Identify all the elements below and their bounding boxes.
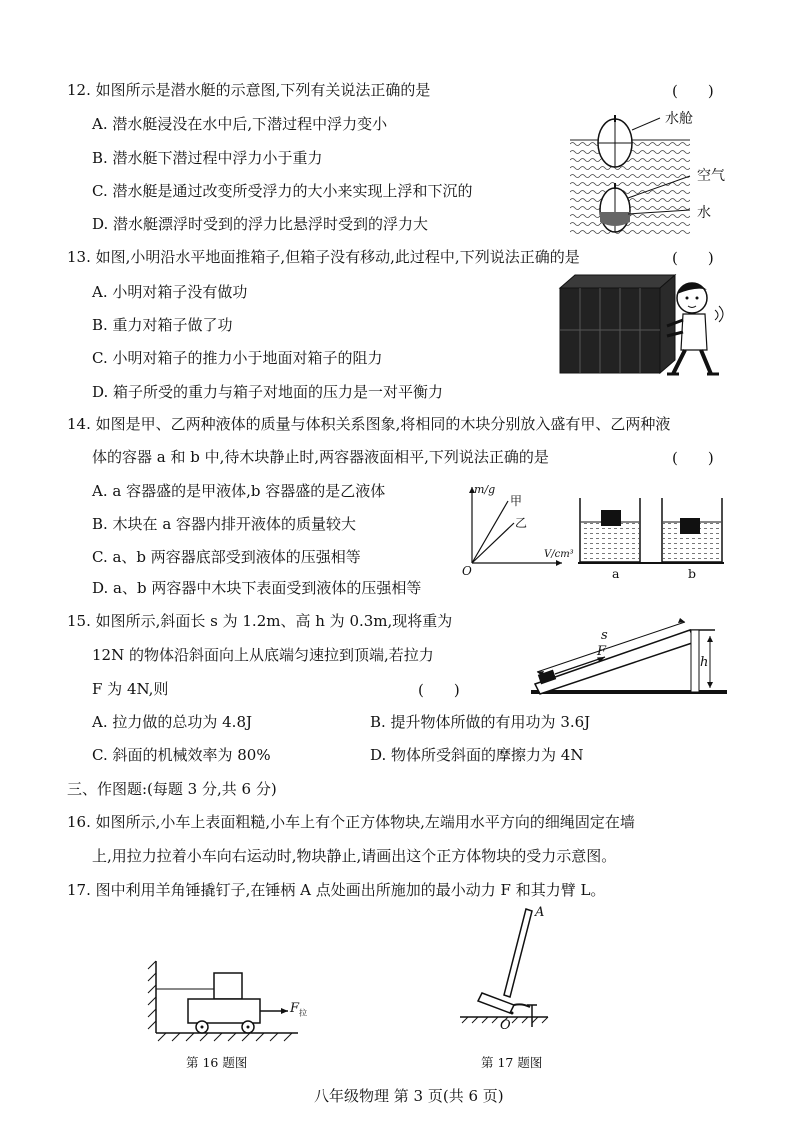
q14-container-a-label: a [612, 566, 620, 581]
q14-answer-paren: ( ) [672, 449, 714, 467]
q12-answer-paren: ( ) [672, 82, 714, 100]
q14-stem-line2: 体的容器 a 和 b 中,待木块静止时,两容器液面相平,下列说法正确的是 [92, 448, 549, 466]
q15-answer-paren: ( ) [418, 681, 460, 699]
q17-hammer-figure [452, 905, 562, 1035]
q15-option-b: B. 提升物体所做的有用功为 3.6J [370, 713, 591, 731]
q12-stem: 12. 如图所示是潜水艇的示意图,下列有关说法正确的是 [67, 81, 431, 99]
q12-option-b: B. 潜水艇下潜过程中浮力小于重力 [92, 149, 323, 167]
q13-option-a: A. 小明对箱子没有做功 [92, 283, 248, 301]
q14-graph-line-yi: 乙 [515, 516, 528, 530]
q13-push-box-figure [555, 270, 730, 380]
q14-containers-figure [578, 496, 724, 564]
q17-caption: 第 17 题图 [481, 1055, 543, 1070]
q15-stem-line2: 12N 的物体沿斜面向上从底端匀速拉到顶端,若拉力 [92, 646, 434, 664]
q14-graph-line-jia: 甲 [510, 494, 523, 508]
q15-label-h: h [700, 655, 709, 670]
q13-answer-paren: ( ) [672, 249, 714, 267]
q12-label-tank: 水舱 [665, 111, 693, 127]
q14-stem-line1: 14. 如图是甲、乙两种液体的质量与体积关系图象,将相同的木块分别放入盛有甲、乙两种液 [67, 415, 671, 433]
q15-option-d: D. 物体所受斜面的摩擦力为 4N [370, 746, 584, 764]
q15-incline-figure [525, 606, 730, 696]
q13-option-b: B. 重力对箱子做了功 [92, 316, 233, 334]
q16-force-symbol: F [290, 1001, 300, 1016]
q14-graph-origin: O [462, 564, 472, 578]
q15-label-s: s [601, 628, 608, 643]
q17-point-o: O [500, 1018, 511, 1033]
q14-option-b: B. 木块在 a 容器内排开液体的质量较大 [92, 515, 357, 533]
q14-container-b-label: b [688, 566, 697, 581]
q12-label-water: 水 [697, 205, 711, 221]
q15-stem-line3: F 为 4N,则 [92, 680, 169, 698]
q14-option-d: D. a、b 两容器中木块下表面受到液体的压强相等 [92, 579, 422, 597]
q12-label-air: 空气 [697, 168, 725, 184]
q14-option-a: A. a 容器盛的是甲液体,b 容器盛的是乙液体 [92, 482, 386, 500]
q12-option-a: A. 潜水艇浸没在水中后,下潜过程中浮力变小 [92, 115, 388, 133]
page-footer: 八年级物理 第 3 页(共 6 页) [314, 1087, 504, 1105]
q13-option-c: C. 小明对箱子的推力小于地面对箱子的阻力 [92, 349, 383, 367]
q16-force-label [290, 1001, 307, 1019]
q16-line1: 16. 如图所示,小车上表面粗糙,小车上有个正方体物块,左端用水平方向的细绳固定在墙 [67, 813, 635, 831]
q17-point-a: A [535, 905, 545, 920]
q16-cart-figure [148, 955, 328, 1035]
q15-stem-line1: 15. 如图所示,斜面长 s 为 1.2m、高 h 为 0.3m,现将重为 [67, 612, 453, 630]
q15-option-a: A. 拉力做的总功为 4.8J [92, 713, 253, 731]
q16-caption: 第 16 题图 [186, 1055, 248, 1070]
q14-graph-ylabel: m/g [474, 483, 496, 496]
q15-label-f: F [597, 644, 607, 659]
q15-option-c: C. 斜面的机械效率为 80% [92, 746, 271, 764]
q14-graph-xlabel: V/cm³ [544, 549, 574, 560]
q14-option-c: C. a、b 两容器底部受到液体的压强相等 [92, 548, 361, 566]
q13-stem: 13. 如图,小明沿水平地面推箱子,但箱子没有移动,此过程中,下列说法正确的是 [67, 248, 580, 266]
q12-option-d: D. 潜水艇漂浮时受到的浮力比悬浮时受到的浮力大 [92, 215, 429, 233]
q16-line2: 上,用拉力拉着小车向右运动时,物块静止,请画出这个正方体物块的受力示意图。 [92, 847, 617, 865]
q12-option-c: C. 潜水艇是通过改变所受浮力的大小来实现上浮和下沉的 [92, 182, 473, 200]
q13-option-d: D. 箱子所受的重力与箱子对地面的压力是一对平衡力 [92, 383, 444, 401]
q17-line1: 17. 图中利用羊角锤撬钉子,在锤柄 A 点处画出所施加的最小动力 F 和其力臂 L。 [67, 881, 606, 899]
section3-title: 三、作图题:(每题 3 分,共 6 分) [67, 780, 277, 798]
q16-force-subscript: 拉 [299, 1008, 308, 1018]
